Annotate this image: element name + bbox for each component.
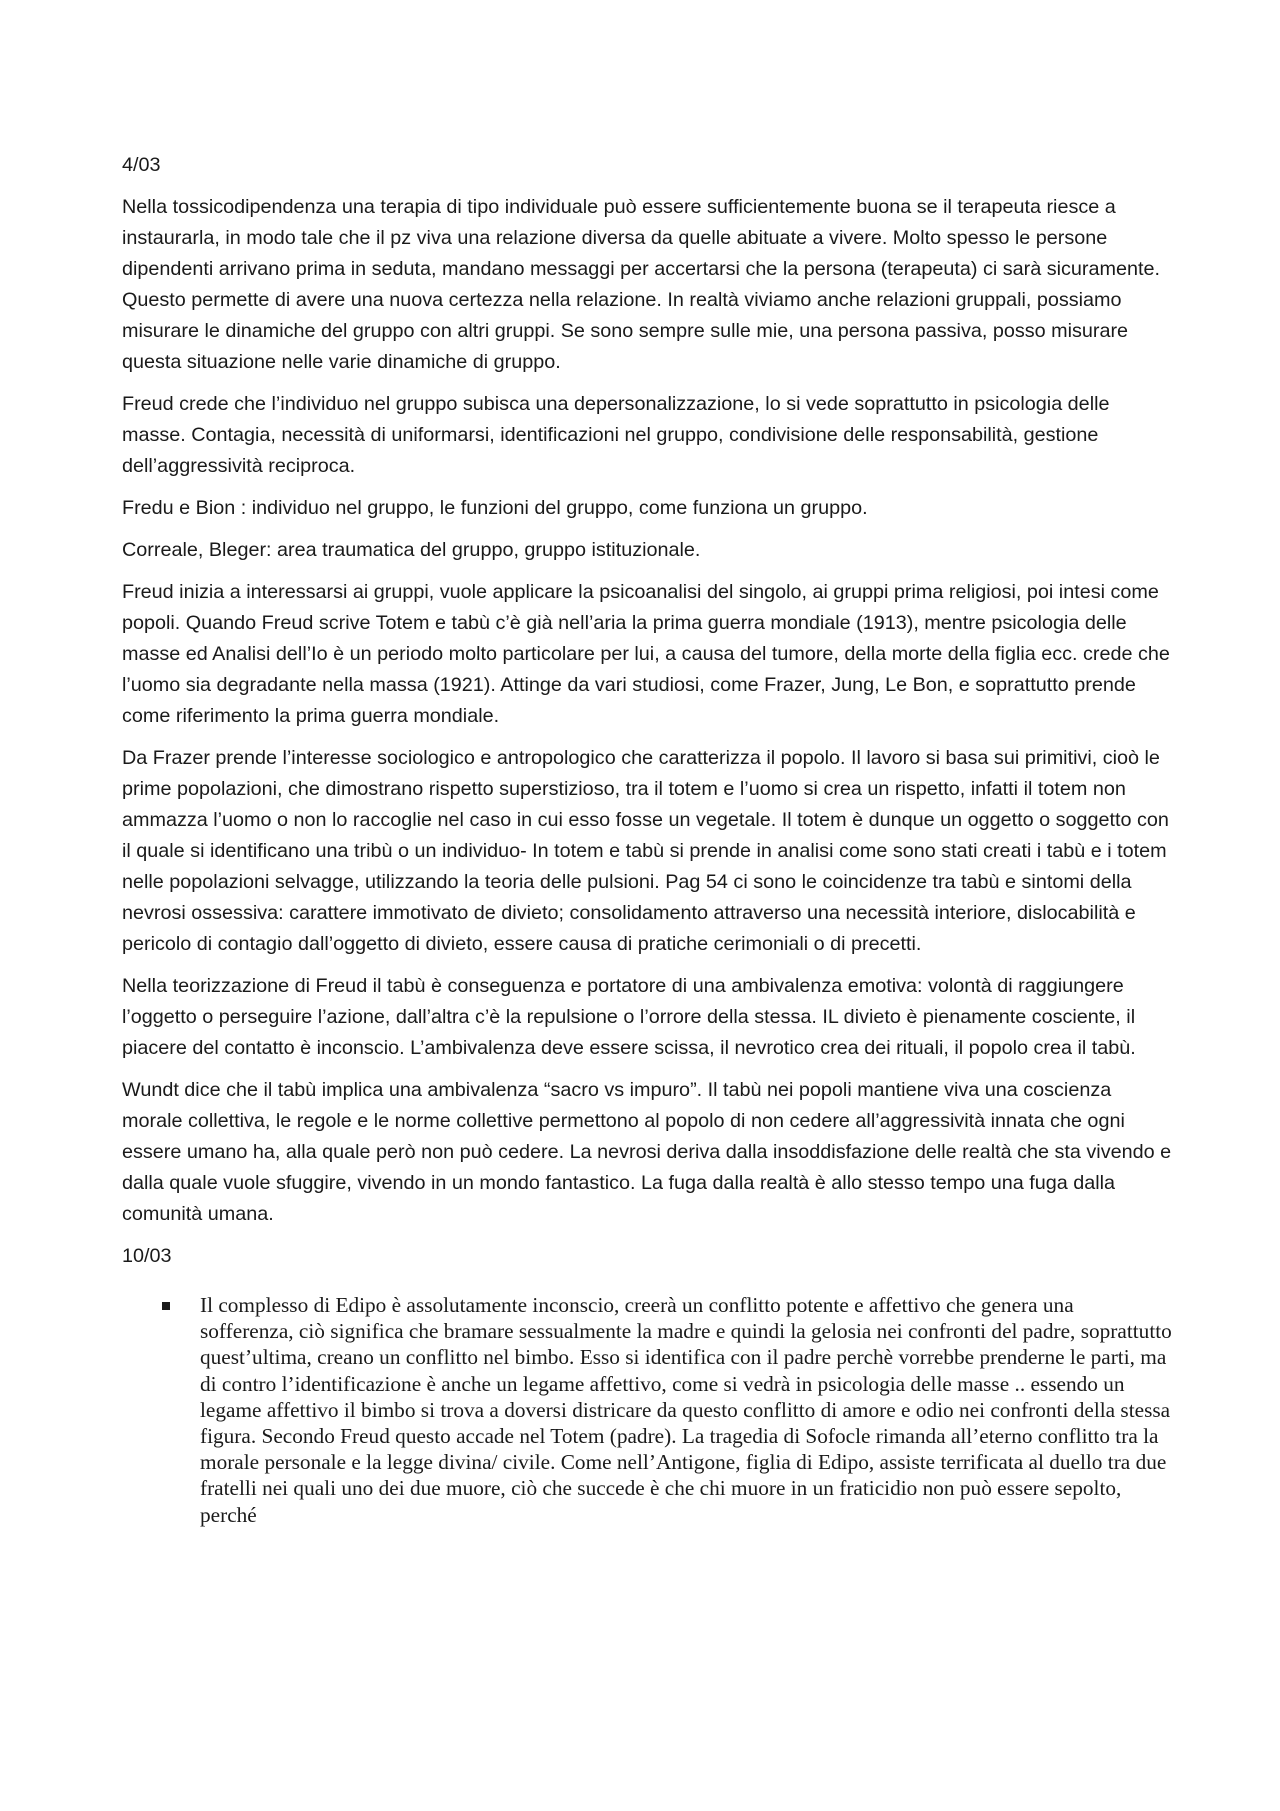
paragraph-tossicodipendenza: Nella tossicodipendenza una terapia di tipo individuale può essere sufficientemente buona se il terapeuta riesce a instaurarla, in modo tale che il pz viva una relazione diversa da quelle abituate a vivere. Molto spesso le persone dipendenti arrivano prima in seduta, mandano messaggi per accertarsi che la persona (terapeuta) ci sarà sicuramente. Questo permette di avere una nuova certezza nella relazione. In realtà viviamo anche relazioni gruppali, possiamo misurare le dinamiche del gruppo con altri gruppi. Se sono sempre sulle mie, una persona passiva, posso misurare questa situazione nelle varie dinamiche di gruppo. (122, 196, 1160, 373)
paragraph-frazer: Da Frazer prende l’interesse sociologico e antropologico che caratterizza il popolo. Il lavoro si basa sui primitivi, cioò le prime popolazioni, che dimostrano rispetto superstizioso, tra il totem e l’uomo si crea un rispetto, infatti il totem non ammazza l’uomo o non lo raccoglie nel caso in cui esso fosse un vegetale. Il totem è dunque un oggetto o soggetto con il quale si identificano una tribù o un individuo- In totem e tabù si prende in analisi come sono stati creati i tabù e i totem nelle popolazioni selvagge, utilizzando la teoria delle pulsioni. Pag 54 ci sono le coincidenze tra tabù e sintomi della nevrosi ossessiva: carattere immotivato de divieto; consolidamento attraverso una necessità interiore, dislocabilità e pericolo di contagio dall’oggetto di divieto, essere causa di pratiche cerimoniali o di precetti. (122, 747, 1169, 955)
section-date-1003: 10/03 (122, 1245, 172, 1267)
paragraph-correale-bleger: Correale, Bleger: area traumatica del gruppo, gruppo istituzionale. (122, 539, 701, 561)
bullet-list (122, 1292, 1172, 1528)
paragraph-ambivalenza: Nella teorizzazione di Freud il tabù è conseguenza e portatore di una ambivalenza emotiva: volontà di raggiungere l’oggetto o perseguire l’azione, dall’altra c’è la repulsione o l’orrore della stessa. IL divieto è pienamente cosciente, il piacere del contatto è inconscio. L’ambivalenza deve essere scissa, il nevrotico crea dei rituali, il popolo crea il tabù. (122, 975, 1136, 1059)
square-bullet-icon (162, 1302, 170, 1310)
paragraph-freud-gruppi: Freud inizia a interessarsi ai gruppi, vuole applicare la psicoanalisi del singolo, ai gruppi prima religiosi, poi intesi come popoli. Quando Freud scrive Totem e tabù c’è già nell’aria la prima guerra mondiale (1913), mentre psicologia delle masse ed Analisi dell’Io è un periodo molto particolare per lui, a causa del tumore, della morte della figlia ecc. crede che l’uomo sia degradante nella massa (1921). Attinge da vari studiosi, come Frazer, Jung, Le Bon, e soprattutto prende come riferimento la prima guerra mondiale. (122, 581, 1170, 727)
paragraph-freud-depersonalizzazione: Freud crede che l’individuo nel gruppo subisca una depersonalizzazione, lo si vede soprattutto in psicologia delle masse. Contagia, necessità di uniformarsi, identificazioni nel gruppo, condivisione delle responsabilità, gestione dell’aggressività reciproca. (122, 393, 1110, 477)
document-body (122, 150, 1172, 1528)
paragraph-freud-bion: Fredu e Bion : individuo nel gruppo, le funzioni del gruppo, come funziona un gruppo. (122, 497, 868, 519)
section-date-0403: 4/03 (122, 154, 161, 176)
paragraph-wundt: Wundt dice che il tabù implica una ambivalenza “sacro vs impuro”. Il tabù nei popoli mantiene viva una coscienza morale collettiva, le regole e le norme collettive permettono al popolo di non cedere all’aggressività innata che ogni essere umano ha, alla quale però non può cedere. La nevrosi deriva dalla insoddisfazione delle realtà che sta vivendo e dalla quale vuole sfuggire, vivendo in un mondo fantastico. La fuga dalla realtà è allo stesso tempo una fuga dalla comunità umana. (122, 1079, 1172, 1225)
list-item-text: Il complesso di Edipo è assolutamente inconscio, creerà un conflitto potente e affettivo che genera una sofferenza, ciò significa che bramare sessualmente la madre e quindi la gelosia nei confronti del padre, soprattutto quest’ultima, creano un conflitto nel bimbo. Esso si identifica con il padre perchè vorrebbe prenderne le parti, ma di contro l’identificazione è anche un legame affettivo, come si vedrà in psicologia delle masse .. essendo un legame affettivo il bimbo si trova a doversi districare da questo conflitto di amore e odio nei confronti della stessa figura. Secondo Freud questo accade nel Totem (padre). La tragedia di Sofocle rimanda all’eterno conflitto tra la morale personale e la legge divina/ civile. Come nell’Antigone, figlia di Edipo, assiste terrificata al duello tra due fratelli nei quali uno dei due muore, ciò che succede è che chi muore in un fraticidio non può essere sepolto, perché (200, 1293, 1172, 1527)
list-item (122, 1292, 1172, 1528)
